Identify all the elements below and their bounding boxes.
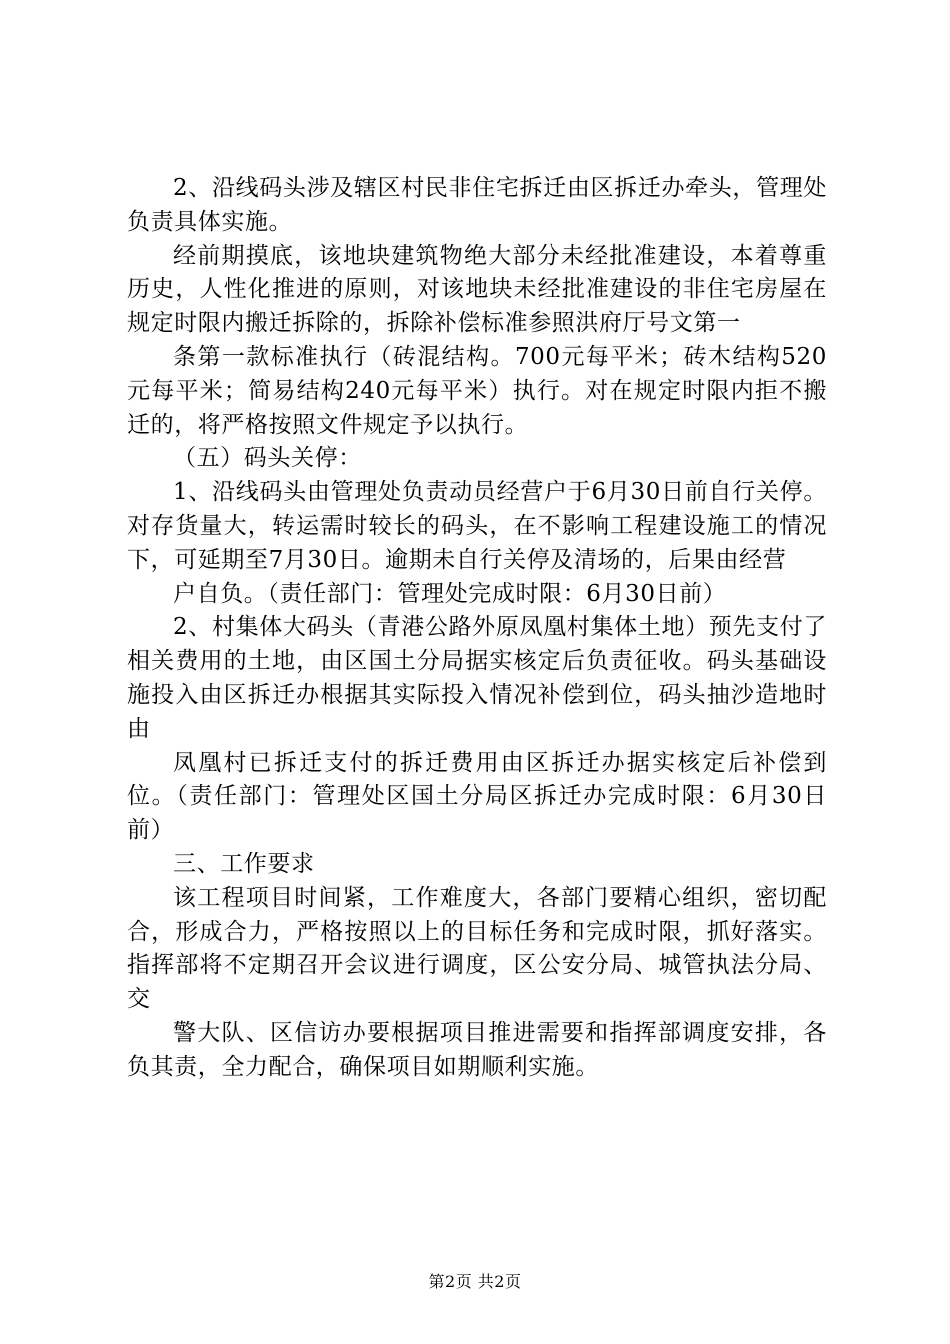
paragraph-cooperation: 警大队、区信访办要根据项目推进需要和指挥部调度安排，各负其责，全力配合，确保项目如期顺利实施。 (127, 1019, 827, 1080)
document-body (127, 172, 827, 1085)
paragraph-work-requirements: 该工程项目时间紧，工作难度大，各部门要精心组织，密切配合，形成合力，严格按照以上的目标任务和完成时限，抓好落实。指挥部将不定期召开会议进行调度，区公安分局、城管执法分局、交 (127, 884, 827, 1013)
paragraph-responsibility-management: 户自负。（责任部门：管理处完成时限：6月30日前） (173, 580, 727, 607)
page-number-footer: 第2页 共2页 (428, 1272, 522, 1291)
paragraph-compensation-standard: 条第一款标准执行（砖混结构。700元每平米；砖木结构520元每平米；简易结构240元每平米）执行。对在规定时限内拒不搬迁的，将严格按照文件规定予以执行。 (127, 343, 827, 438)
section-heading-wharf-closure: （五）码头关停： (173, 445, 362, 472)
section-heading-work-requirements: 三、工作要求 (173, 850, 315, 877)
paragraph-village-wharf: 2、村集体大码头（青港公路外原凤凰村集体土地）预先支付了相关费用的土地，由区国土分局据实核定后负责征收。码头基础设施投入由区拆迁办根据其实际投入情况补偿到位，码头抽沙造地时由 (127, 614, 827, 742)
paragraph-survey-compensation: 经前期摸底，该地块建筑物绝大部分未经批准建设，本着尊重历史，人性化推进的原则，对该地块未经批准建设的非住宅房屋在规定时限内搬迁拆除的，拆除补偿标准参照洪府厅号文第一 (127, 242, 827, 337)
paragraph-demolition-lead: 2、沿线码头涉及辖区村民非住宅拆迁由区拆迁办牵头，管理处负责具体实施。 (127, 175, 827, 235)
paragraph-wharf-closure-deadline: 1、沿线码头由管理处负责动员经营户于6月30日前自行关停。对存货量大，转运需时较长的码头，在不影响工程建设施工的情况下，可延期至7月30日。逾期未自行关停及清场的，后果由经营 (127, 479, 827, 573)
paragraph-fenghuang-compensation: 凤凰村已拆迁支付的拆迁费用由区拆迁办据实核定后补偿到位。（责任部门：管理处区国土分局区拆迁办完成时限：6月30日前） (127, 749, 827, 844)
